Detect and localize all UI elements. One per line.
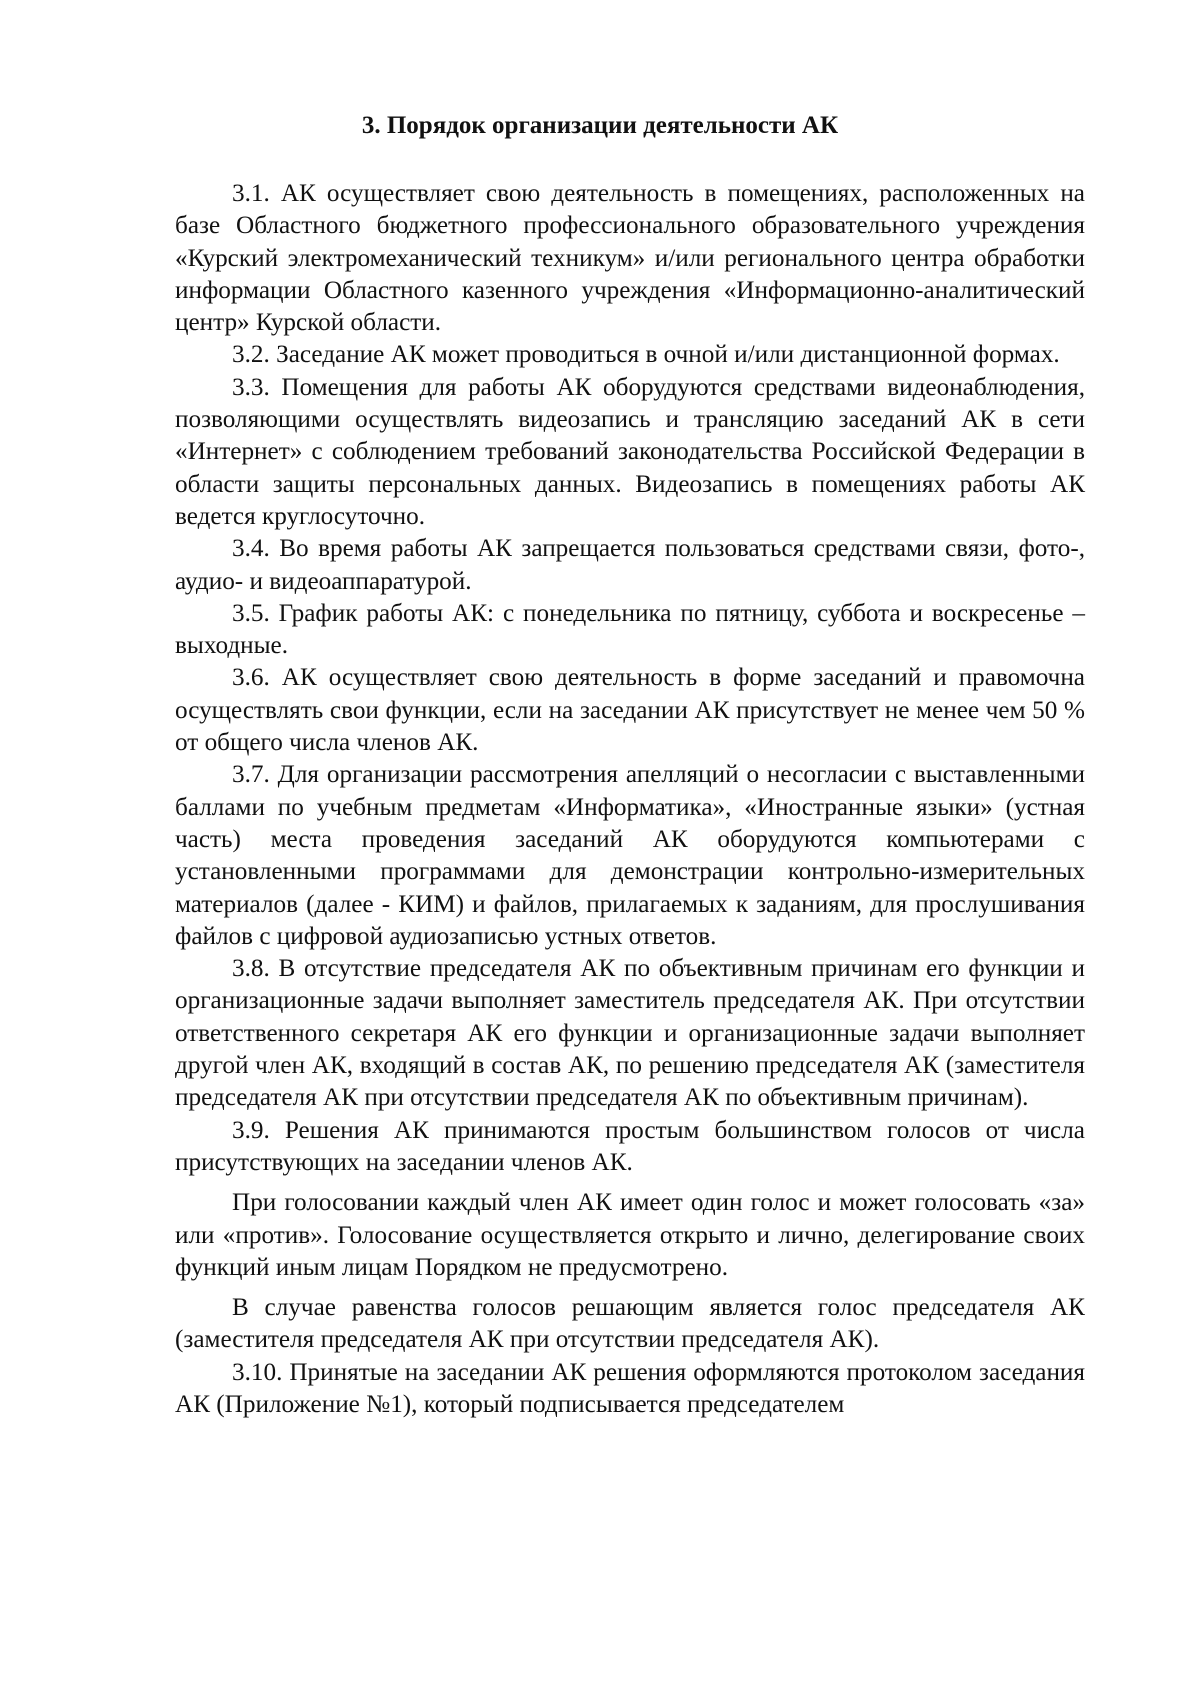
paragraph-3-7: 3.7. Для организации рассмотрения апелляций о несогласии с выставленными баллами по учебным предметам «Информатика», «Иностранные языки» (устная часть) места проведения заседаний АК оборудуются компьютерами с установленными программами для демонстрации контрольно-измерительных материалов (далее - КИМ) и файлов, прилагаемых к заданиям, для прослушивания файлов с цифровой аудиозаписью устных ответов.	[175, 761, 1085, 950]
paragraph-3-5: 3.5. График работы АК: с понедельника по пятницу, суббота и воскресенье – выходные.	[175, 599, 1085, 660]
paragraph-tie-vote: В случае равенства голосов решающим является голос председателя АК (заместителя председателя АК при отсутствии председателя АК).	[175, 1294, 1085, 1354]
paragraph-3-9: 3.9. Решения АК принимаются простым большинством голосов от числа присутствующих на заседании членов АК.	[175, 1116, 1085, 1176]
paragraph-3-2: 3.2. Заседание АК может проводиться в очной и/или дистанционной формах.	[232, 341, 1060, 369]
paragraph-3-10: 3.10. Принятые на заседании АК решения оформляются протоколом заседания АК (Приложение №1), который подписывается председателем	[175, 1358, 1085, 1418]
paragraph-3-6: 3.6. АК осуществляет свою деятельность в форме заседаний и правомочна осуществлять свои функции, если на заседании АК присутствует не менее чем 50 % от общего числа членов АК.	[175, 664, 1085, 757]
paragraph-3-4: 3.4. Во время работы АК запрещается пользоваться средствами связи, фото-, аудио- и видеоаппаратурой.	[175, 535, 1085, 595]
section-heading: 3. Порядок организации деятельности АК	[361, 112, 839, 139]
paragraph-voting: При голосовании каждый член АК имеет один голос и может голосовать «за» или «против». Голосование осуществляется открыто и лично, делегирование своих функций иным лицам Порядком не предусмотрено.	[175, 1189, 1085, 1281]
paragraph-3-3: 3.3. Помещения для работы АК оборудуются средствами видеонаблюдения, позволяющими осуществлять видеозапись и трансляцию заседаний АК в сети «Интернет» с соблюдением требований законодательства Российской Федерации в области защиты персональных данных. Видеозапись в помещениях работы АК ведется круглосуточно.	[175, 373, 1085, 530]
document-body	[175, 178, 1085, 1421]
paragraph-3-8: 3.8. В отсутствие председателя АК по объективным причинам его функции и организационные задачи выполняет заместитель председателя АК. При отсутствии ответственного секретаря АК его функции и организационные задачи выполняет другой член АК, входящий в состав АК, по решению председателя АК (заместителя председателя АК при отсутствии председателя АК по объективным причинам).	[175, 955, 1085, 1112]
paragraph-3-1: 3.1. АК осуществляет свою деятельность в помещениях, расположенных на базе Областного бюджетного профессионального образовательного учреждения «Курский электромеханический техникум» и/или регионального центра обработки информации Областного казенного учреждения «Информационно-аналитический центр» Курской области.	[175, 180, 1085, 337]
